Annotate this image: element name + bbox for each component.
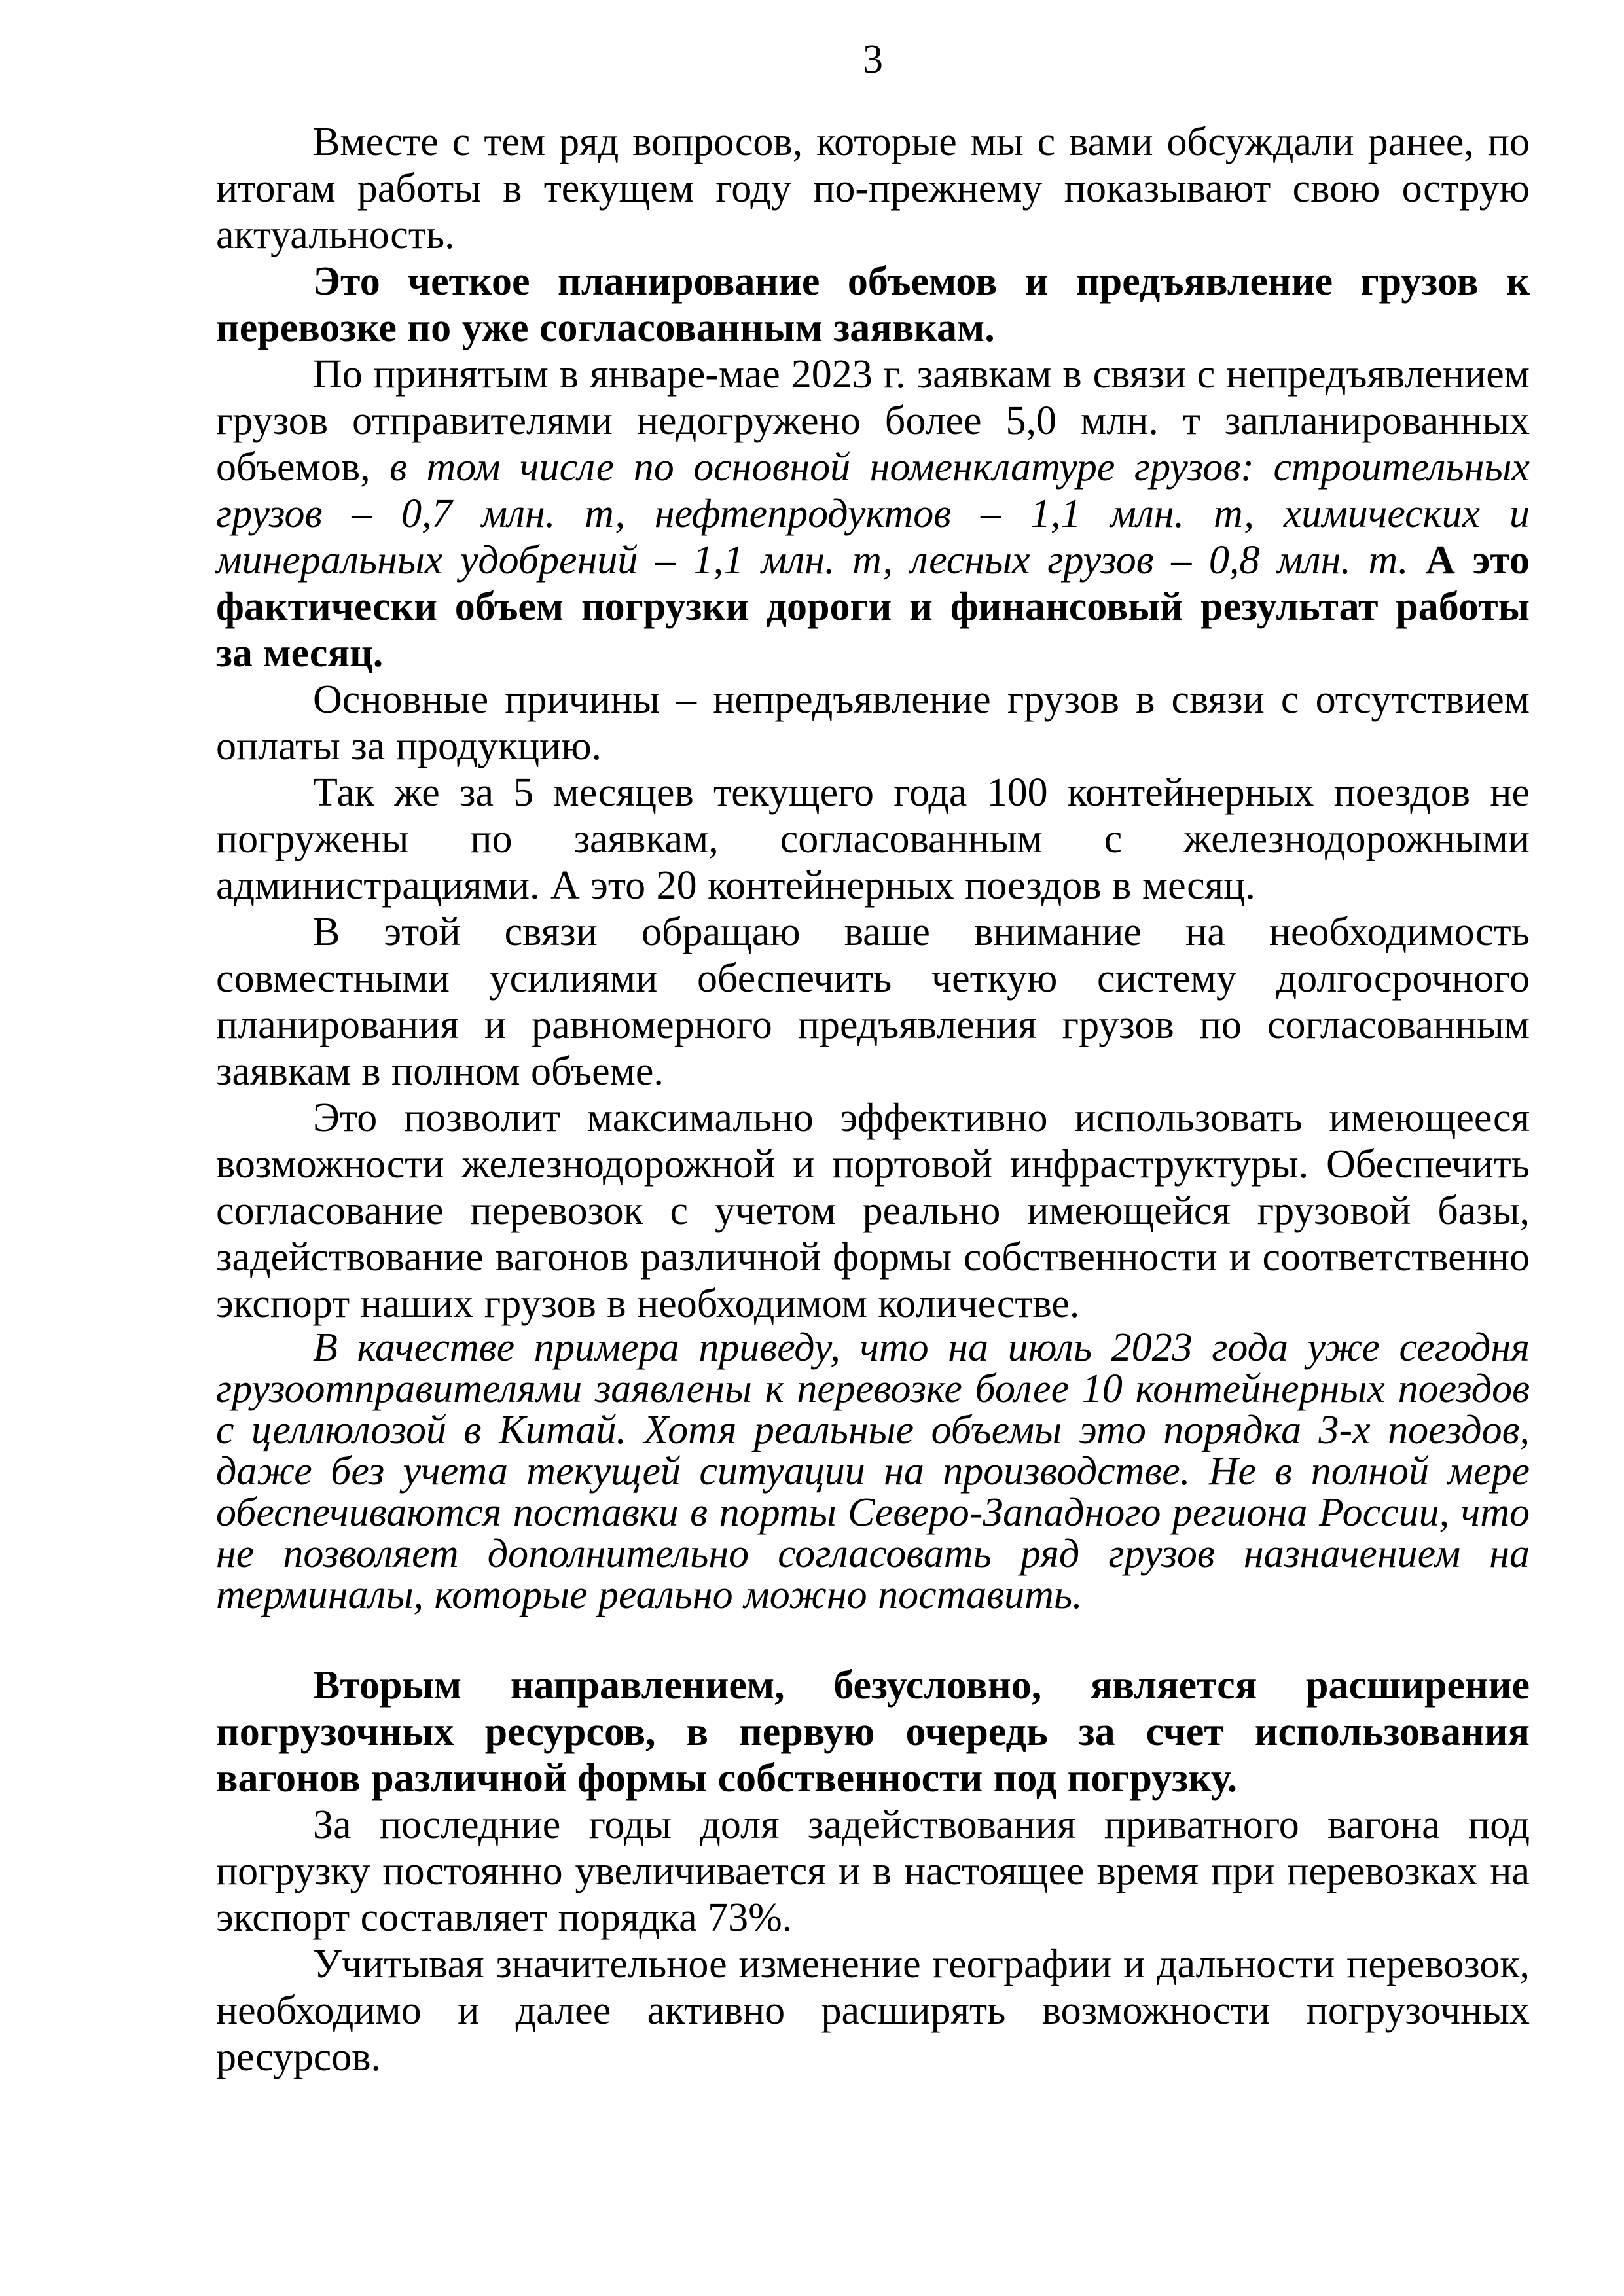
text-run: По принятым в январе-мае 2023 г. заявкам в связи с непредъявлением грузов отправителями недогружено более 5,0 млн. т запланированных объемов, xyxy=(216,352,1530,490)
text-run: В качестве примера приведу, что на июль 2023 года уже сегодня грузоотправителями заявлены к перевозке более 10 контейнерных поездов с целлюлозой в Китай. Хотя реальные объемы это порядка 3-х поездов, даже без учета текущей ситуации на производстве. Не в полной мере обеспечиваются поставки в порты Северо-Западного региона России, что не позволяет дополнительно согласовать ряд грузов назначением на терминалы, которые реально можно поставить. xyxy=(216,1325,1530,1617)
paragraph xyxy=(216,909,1530,1095)
text-run: Вместе с тем ряд вопросов, которые мы с вами обсуждали ранее, по итогам работы в текущем году по-прежнему показывают свою острую актуальность. xyxy=(216,120,1530,257)
paragraph xyxy=(216,770,1530,909)
text-run: В этой связи обращаю ваше внимание на необходимость совместными усилиями обеспечить четкую систему долгосрочного планирования и равномерного предъявления грузов по согласованным заявкам в полном объеме. xyxy=(216,910,1530,1094)
paragraph xyxy=(216,119,1530,259)
paragraph xyxy=(216,677,1530,770)
text-run: Вторым направлением, безусловно, является расширение погрузочных ресурсов, в первую очередь за счет использования вагонов различной формы собственности под погрузку. xyxy=(216,1663,1530,1801)
paragraph xyxy=(216,1095,1530,1327)
text-run: Учитывая значительное изменение географии и дальности перевозок, необходимо и далее активно расширять возможности погрузочных ресурсов. xyxy=(216,1942,1530,2079)
paragraph xyxy=(216,259,1530,351)
paragraph xyxy=(216,1327,1530,1616)
paragraph xyxy=(216,1662,1530,1802)
text-run: Основные причины – непредъявление грузов в связи с отсутствием оплаты за продукцию. xyxy=(216,677,1530,768)
paragraph xyxy=(216,1802,1530,1941)
paragraph xyxy=(216,351,1530,677)
text-run: За последние годы доля задействования приватного вагона под погрузку постоянно увеличивается и в настоящее время при перевозках на экспорт составляет порядка 73%. xyxy=(216,1803,1530,1940)
paragraph xyxy=(216,1941,1530,2081)
text-run: Так же за 5 месяцев текущего года 100 контейнерных поездов не погружены по заявкам, согласованным с железнодорожными администрациями. А это 20 контейнерных поездов в месяц. xyxy=(216,770,1530,908)
text-run: А это фактически объем погрузки дороги и финансовый результат работы за месяц. xyxy=(216,538,1530,675)
document-body xyxy=(216,119,1530,2081)
page-number: 3 xyxy=(863,37,883,82)
text-run: Это позволит максимально эффективно использовать имеющееся возможности железнодорожной и портовой инфраструктуры. Обеспечить согласование перевозок с учетом реально имеющейся грузовой базы, задействование вагонов различной формы собственности и соответственно экспорт наших грузов в необходимом количестве. xyxy=(216,1096,1530,1326)
text-run: Это четкое планирование объемов и предъявление грузов к перевозке по уже согласованным заявкам. xyxy=(216,259,1530,350)
text-run: в том числе по основной номенклатуре грузов: строительных грузов – 0,7 млн. т, нефтепродуктов – 1,1 млн. т, химических и минеральных удобрений – 1,1 млн. т, лесных грузов – 0,8 млн. т. xyxy=(216,445,1530,583)
paragraph-spacer xyxy=(216,1616,1530,1662)
